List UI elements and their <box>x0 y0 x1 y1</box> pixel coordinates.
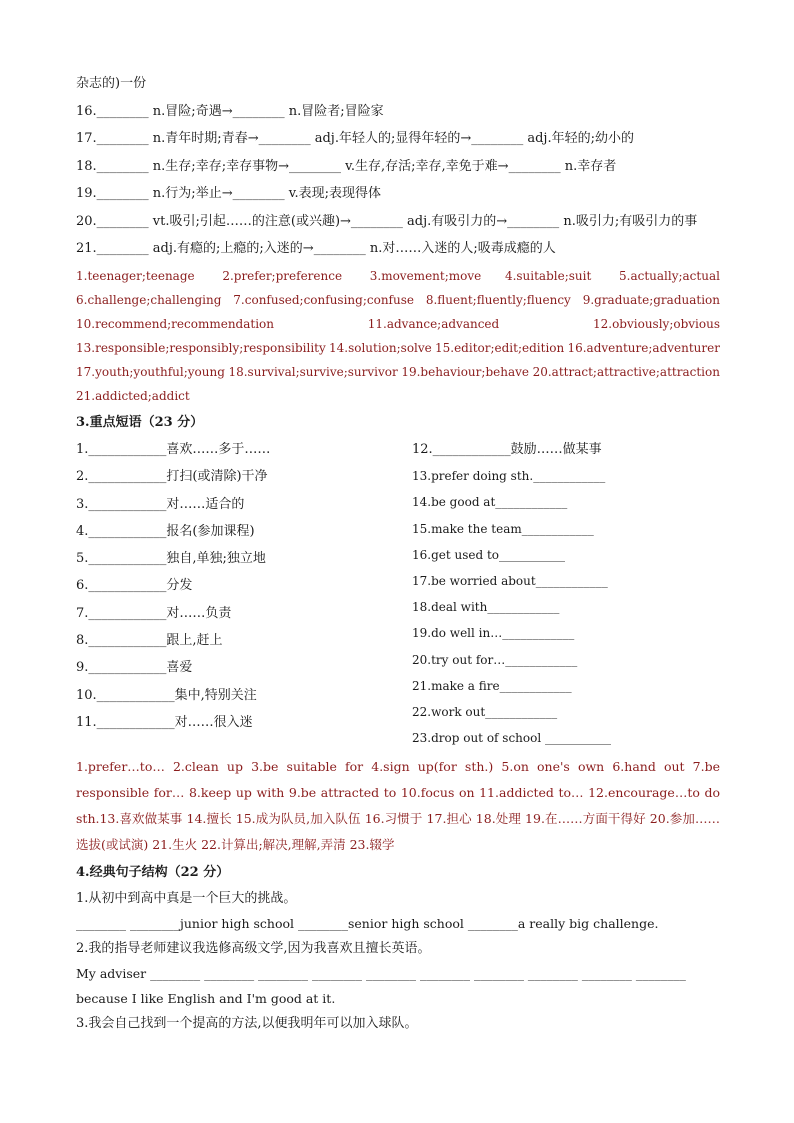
phrase-item: 6.____________分发 <box>76 578 193 594</box>
phrase-item: 7.____________对……负责 <box>76 605 232 621</box>
vocab-line-continued: 杂志的)一份 <box>76 76 147 91</box>
phrase-item: 16.get used to___________ <box>412 547 566 562</box>
answer-item: 6.challenge;challenging <box>76 293 222 307</box>
phrase-item: 15.make the team____________ <box>412 521 594 536</box>
phrase-item: 10.____________集中,特别关注 <box>76 687 257 703</box>
phrase-item: 21.make a fire____________ <box>412 678 572 693</box>
phrases-answers: 1.prefer…to… 2.clean up 3.be suitable for 4.sign up(for sth.) 5.on one's own 6.hand out 7.be responsible for… 8.keep up with 9.be attracted to 10.focus on 11.addicted to… 12.encourage…to do sth.13.喜欢做某事 14.擅长 15.成为队员,加入队伍 16.习惯于 17.担心 18.处理 19.在……方面干得好 20.参加……选拔(或试演) 21.生火 22.计算出;解决,理解,弄清 23.辍学 <box>76 759 720 853</box>
sentence-2-chinese: 2.我的指导老师建议我选修高级文学,因为我喜欢且擅长英语。 <box>76 941 431 957</box>
answer-item: 8.fluent;fluently;fluency <box>425 293 571 307</box>
phrase-item: 1.____________喜欢……多于…… <box>76 442 271 457</box>
answer-row-1 <box>76 264 720 288</box>
answer-row-5 <box>76 360 720 384</box>
phrase-item: 14.be good at____________ <box>412 495 568 510</box>
vocab-line-18: 18.________ n.生存;幸存;幸存事物→________ v.生存,存活;幸存,幸免于难→________ n.幸存者 <box>76 158 617 174</box>
answer-item: 10.recommend;recommendation <box>76 317 274 331</box>
answer-row-2 <box>76 288 720 312</box>
answer-row-6 <box>76 384 720 408</box>
answer-item: 4.suitable;suit <box>504 269 592 283</box>
phrases-right-column <box>412 436 720 750</box>
phrase-item: 19.do well in…____________ <box>412 626 575 641</box>
vocab-line-21: 21.________ adj.有瘾的;上瘾的;入迷的→________ n.对……入迷的人;吸毒成瘾的人 <box>76 240 556 256</box>
answer-item: 17.youth;youthful;young <box>76 365 225 379</box>
worksheet-page <box>76 70 720 1036</box>
vocab-line-19: 19.________ n.行为;举止→________ v.表现;表现得体 <box>76 186 382 201</box>
phrase-item: 17.be worried about____________ <box>412 574 608 589</box>
phrase-item: 12.____________鼓励……做某事 <box>412 442 602 457</box>
sentence-1-english: ________ ________junior high school ________senior high school ________a really big challenge. <box>76 916 659 932</box>
phrase-item: 8.____________跟上,赶上 <box>76 633 223 649</box>
phrase-item: 4.____________报名(参加课程) <box>76 523 255 539</box>
vocab-section <box>76 70 720 262</box>
answer-item: 7.confused;confusing;confuse <box>233 293 414 307</box>
sentence-2-english: My adviser ________ ________ ________ ________ ________ ________ ________ ________ ________ ________ <box>76 966 686 982</box>
sentences-heading: 4.经典句子结构（22 分） <box>76 865 230 881</box>
phrase-item: 2.____________打扫(或清除)干净 <box>76 469 268 485</box>
answer-item: 1.teenager;teenage <box>76 269 195 283</box>
phrase-item: 18.deal with____________ <box>412 600 560 615</box>
vocab-line-16: 16.________ n.冒险;奇遇→________ n.冒险者;冒险家 <box>76 103 384 119</box>
phrase-item: 22.work out____________ <box>412 705 558 720</box>
phrase-item: 3.____________对……适合的 <box>76 496 245 512</box>
vocab-answers <box>76 264 720 408</box>
sentence-3-chinese: 3.我会自己找到一个提高的方法,以便我明年可以加入球队。 <box>76 1016 418 1032</box>
phrases-left-column <box>76 436 412 750</box>
answer-item: 19.behaviour;behave <box>401 365 529 379</box>
answer-item: 14.solution;solve <box>328 341 432 355</box>
sentence-1-chinese: 1.从初中到高中真是一个巨大的挑战。 <box>76 891 297 907</box>
answer-item: 5.actually;actual <box>619 269 720 283</box>
answer-item: 16.adventure;adventurer <box>567 341 720 355</box>
answer-row-3 <box>76 312 720 336</box>
phrase-item: 20.try out for…____________ <box>412 652 578 667</box>
answer-item: 11.advance;advanced <box>367 317 500 331</box>
phrase-item: 23.drop out of school ___________ <box>412 731 612 746</box>
answer-item: 13.responsible;responsibly;responsibility <box>76 341 326 355</box>
sentences-section <box>76 886 720 1036</box>
answer-row-4 <box>76 336 720 360</box>
answer-item: 3.movement;move <box>369 269 482 283</box>
phrase-item: 5.____________独自,单独;独立地 <box>76 551 266 567</box>
answer-item: 18.survival;survive;survivor <box>228 365 398 379</box>
vocab-line-20: 20.________ vt.吸引;引起……的注意(或兴趣)→________ adj.有吸引力的→________ n.吸引力;有吸引力的事 <box>76 213 698 229</box>
answer-item: 20.attract;attractive;attraction <box>532 365 720 379</box>
answer-item: 2.prefer;preference <box>222 269 343 283</box>
phrases-heading: 3.重点短语（23 分） <box>76 415 204 430</box>
phrases-columns <box>76 436 720 750</box>
phrase-item: 13.prefer doing sth.____________ <box>412 469 606 484</box>
answer-item: 21.addicted;addict <box>76 389 190 403</box>
phrase-item: 9.____________喜爱 <box>76 660 193 676</box>
sentence-2-english-cont: because I like English and I'm good at it. <box>76 991 336 1007</box>
answer-item: 15.editor;edit;edition <box>434 341 565 355</box>
answer-item: 12.obviously;obvious <box>592 317 720 331</box>
answer-item: 9.graduate;graduation <box>582 293 720 307</box>
vocab-line-17: 17.________ n.青年时期;青春→________ adj.年轻人的;显得年轻的→________ adj.年轻的;幼小的 <box>76 131 634 146</box>
phrase-item: 11.____________对……很入迷 <box>76 714 253 730</box>
